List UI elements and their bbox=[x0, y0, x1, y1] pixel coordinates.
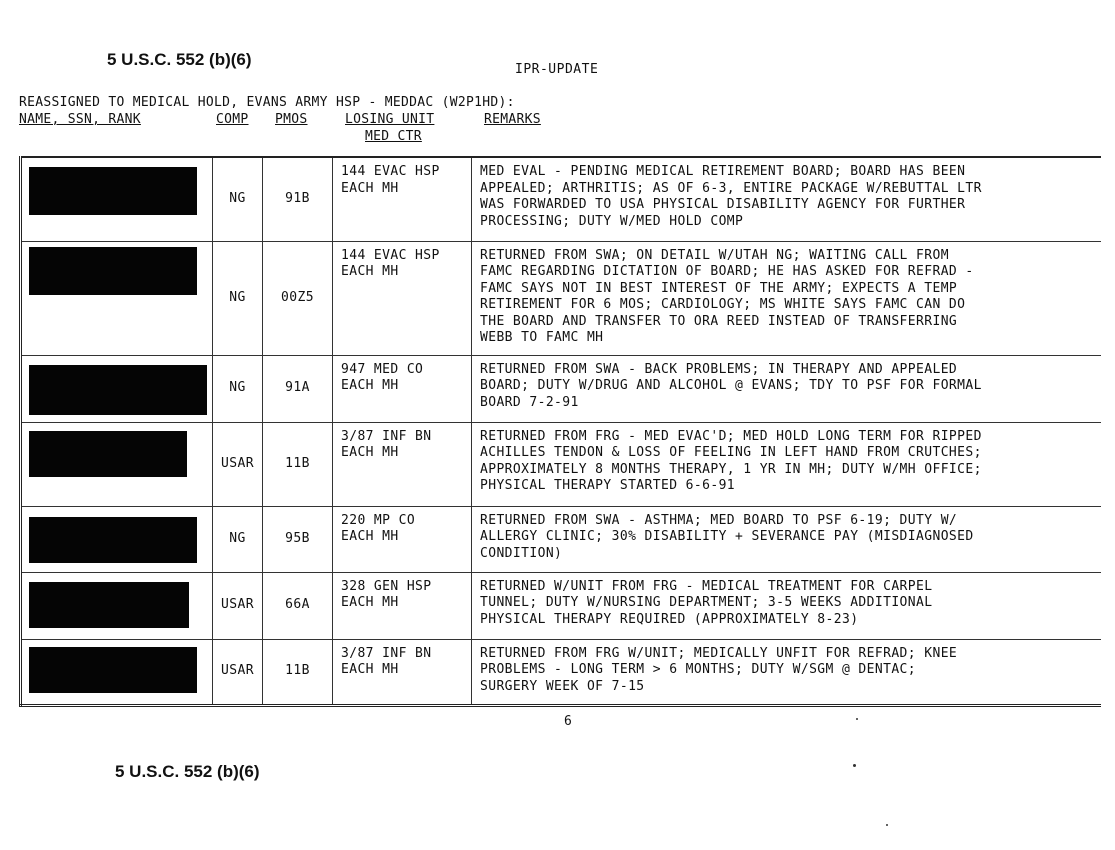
comp-cell: NG bbox=[213, 355, 263, 422]
name-cell bbox=[21, 506, 213, 572]
name-cell bbox=[21, 639, 213, 705]
remarks-cell: RETURNED FROM SWA - BACK PROBLEMS; IN THERAPY AND APPEALED BOARD; DUTY W/DRUG AND ALCOHOL @ EVANS; TDY TO PSF FOR FORMAL BOARD 7-2-91 bbox=[472, 355, 1101, 422]
comp-cell: USAR bbox=[213, 422, 263, 506]
table-row bbox=[21, 639, 1101, 705]
column-header-med-ctr: MED CTR bbox=[365, 129, 422, 144]
column-header-losing-unit: LOSING UNIT bbox=[345, 112, 435, 127]
remarks-cell: RETURNED W/UNIT FROM FRG - MEDICAL TREATMENT FOR CARPEL TUNNEL; DUTY W/NURSING DEPARTMENT; 3-5 WEEKS ADDITIONAL PHYSICAL THERAPY REQUIRED (APPROXIMATELY 8-23) bbox=[472, 572, 1101, 639]
comp-cell: NG bbox=[213, 241, 263, 355]
redaction-block bbox=[29, 517, 197, 563]
column-header-name: NAME, SSN, RANK bbox=[19, 112, 141, 127]
exemption-stamp-top: 5 U.S.C. 552 (b)(6) bbox=[107, 50, 252, 69]
roster-table bbox=[19, 156, 1101, 707]
table-row bbox=[21, 355, 1101, 422]
comp-cell: NG bbox=[213, 157, 263, 241]
scan-speck bbox=[856, 718, 858, 720]
name-cell bbox=[21, 355, 213, 422]
pmos-cell: 11B bbox=[263, 422, 333, 506]
remarks-cell: RETURNED FROM SWA - ASTHMA; MED BOARD TO PSF 6-19; DUTY W/ ALLERGY CLINIC; 30% DISABILITY + SEVERANCE PAY (MISDIAGNOSED CONDITION) bbox=[472, 506, 1101, 572]
remarks-cell: MED EVAL - PENDING MEDICAL RETIREMENT BOARD; BOARD HAS BEEN APPEALED; ARTHRITIS; AS OF 6-3, ENTIRE PACKAGE W/REBUTTAL LTR WAS FORWARDED TO USA PHYSICAL DISABILITY AGENCY FOR FURTHER PROCESSING; DUTY W/MED HOLD COMP bbox=[472, 157, 1101, 241]
column-header-comp: COMP bbox=[216, 112, 249, 127]
section-heading: REASSIGNED TO MEDICAL HOLD, EVANS ARMY HSP - MEDDAC (W2P1HD): bbox=[19, 95, 515, 110]
redaction-block bbox=[29, 167, 197, 215]
pmos-cell: 11B bbox=[263, 639, 333, 705]
scan-speck bbox=[853, 764, 856, 767]
exemption-stamp-bottom: 5 U.S.C. 552 (b)(6) bbox=[115, 762, 260, 781]
name-cell bbox=[21, 572, 213, 639]
pmos-cell: 95B bbox=[263, 506, 333, 572]
redaction-block bbox=[29, 247, 197, 295]
redaction-block bbox=[29, 365, 207, 415]
remarks-cell: RETURNED FROM SWA; ON DETAIL W/UTAH NG; WAITING CALL FROM FAMC REGARDING DICTATION OF BOARD; HE HAS ASKED FOR REFRAD - FAMC SAYS NOT IN BEST INTEREST OF THE ARMY; EXPECTS A TEMP RETIREMENT FOR 6 MOS; CARDIOLOGY; MS WHITE SAYS FAMC CAN DO THE BOARD AND TRANSFER TO ORA REED INSTEAD OF TRANSFERRING WEBB TO FAMC MH bbox=[472, 241, 1101, 355]
comp-cell: NG bbox=[213, 506, 263, 572]
table-row bbox=[21, 241, 1101, 355]
pmos-cell: 00Z5 bbox=[263, 241, 333, 355]
redaction-block bbox=[29, 647, 197, 693]
redaction-block bbox=[29, 582, 189, 628]
comp-cell: USAR bbox=[213, 572, 263, 639]
losing-unit-cell: 3/87 INF BN EACH MH bbox=[333, 639, 472, 705]
page-number: 6 bbox=[564, 714, 572, 729]
pmos-cell: 66A bbox=[263, 572, 333, 639]
document-title: IPR-UPDATE bbox=[515, 62, 599, 77]
losing-unit-cell: 144 EVAC HSP EACH MH bbox=[333, 241, 472, 355]
comp-cell: USAR bbox=[213, 639, 263, 705]
losing-unit-cell: 947 MED CO EACH MH bbox=[333, 355, 472, 422]
table-row bbox=[21, 572, 1101, 639]
remarks-cell: RETURNED FROM FRG W/UNIT; MEDICALLY UNFIT FOR REFRAD; KNEE PROBLEMS - LONG TERM > 6 MONTHS; DUTY W/SGM @ DENTAC; SURGERY WEEK OF 7-15 bbox=[472, 639, 1101, 705]
column-header-remarks: REMARKS bbox=[484, 112, 541, 127]
table-row bbox=[21, 422, 1101, 506]
losing-unit-cell: 144 EVAC HSP EACH MH bbox=[333, 157, 472, 241]
column-header-pmos: PMOS bbox=[275, 112, 308, 127]
name-cell bbox=[21, 241, 213, 355]
redaction-block bbox=[29, 431, 187, 477]
losing-unit-cell: 3/87 INF BN EACH MH bbox=[333, 422, 472, 506]
pmos-cell: 91B bbox=[263, 157, 333, 241]
name-cell bbox=[21, 422, 213, 506]
losing-unit-cell: 220 MP CO EACH MH bbox=[333, 506, 472, 572]
table-row bbox=[21, 506, 1101, 572]
remarks-cell: RETURNED FROM FRG - MED EVAC'D; MED HOLD LONG TERM FOR RIPPED ACHILLES TENDON & LOSS OF FEELING IN LEFT HAND FROM CRUTCHES; APPROXIMATELY 8 MONTHS THERAPY, 1 YR IN MH; DUTY W/MH OFFICE; PHYSICAL THERAPY STARTED 6-6-91 bbox=[472, 422, 1101, 506]
losing-unit-cell: 328 GEN HSP EACH MH bbox=[333, 572, 472, 639]
name-cell bbox=[21, 157, 213, 241]
pmos-cell: 91A bbox=[263, 355, 333, 422]
scan-speck bbox=[886, 824, 888, 826]
table-row bbox=[21, 157, 1101, 241]
